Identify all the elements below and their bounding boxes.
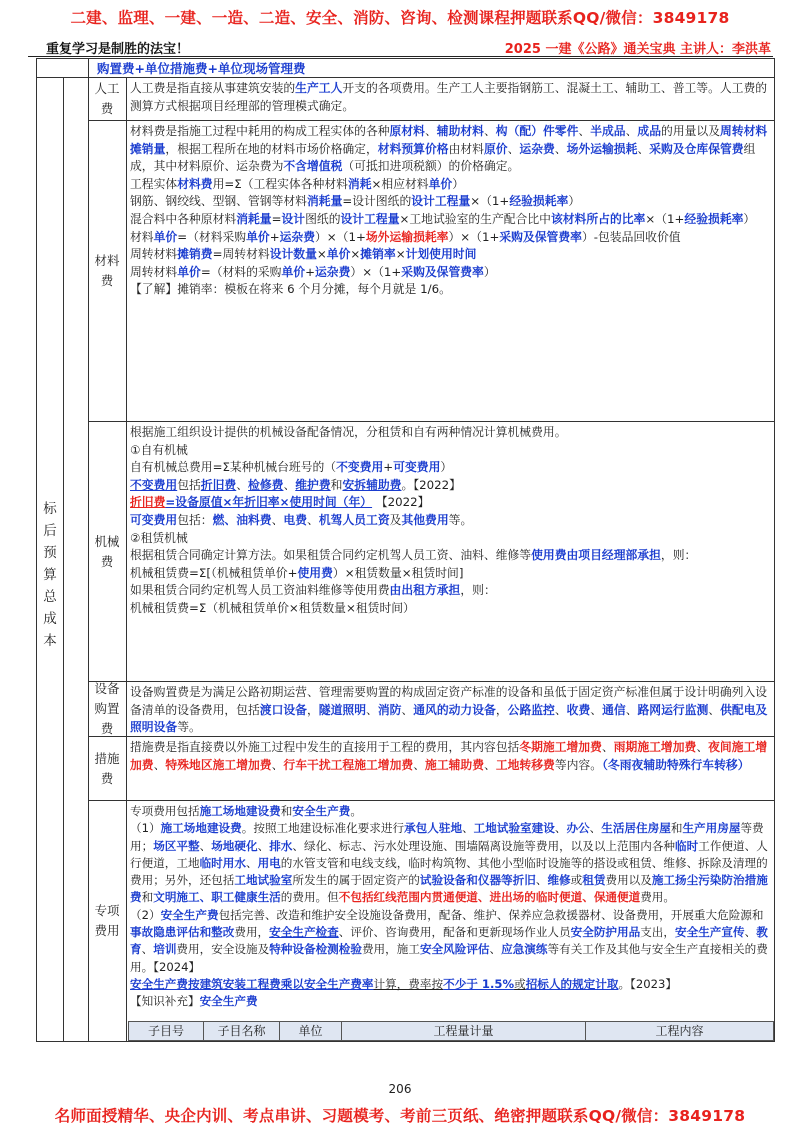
row-material [88, 121, 774, 422]
cost-table [36, 58, 775, 1042]
book-title: 2025 一建《公路》通关宝典 主讲人：李洪革 [504, 42, 771, 57]
sub-header-item-no: 子目号 [128, 1021, 204, 1041]
row-label: 专项费用 [88, 801, 127, 1041]
row-label: 机械费 [88, 422, 127, 681]
row-content: 设备购置费是为满足公路初期运营、管理需要购置的构成固定资产标准的设备和虽低于固定资产标准但属于设计明确列入设备清单的设备费用，包括渡口设备，隧道照明、消防、通风的动力设备，公路监控、收费、通信、路网运行监测、供配电及照明设备等。 [130, 685, 768, 735]
sub-header-quantity: 工程量计量 [342, 1021, 586, 1041]
group-label: 标后预算总成本 [43, 501, 57, 649]
group-label-cell [37, 78, 64, 1041]
page-number: 206 [388, 1082, 412, 1096]
row-measure [88, 737, 774, 801]
running-header [28, 36, 773, 57]
row-equipment [88, 682, 774, 737]
sub-header-item-name: 子目名称 [204, 1021, 280, 1041]
row-content: 根据施工组织设计提供的机械设备配备情况，分租赁和自有两种情况计算机械费用。 ①自有机械 自有机械总费用=Σ某种机械台班号的（不变费用+可变费用） 不变费用包括折旧费、检修费、维护费和安拆辅助费。【2022】 折旧费=设备原值×年折旧率×使用时间（年） 【2022】 可变费用包括：燃、油料费、电费、机驾人员工资及其他费用等。 ②租赁机械 根据租赁合同确定计算方法。如果租赁合同约定机驾人员工资、油料、维修等使用费由项目经理部承担，则： 机械租赁费=Σ[（机械租赁单价+使用费）×租赁数量×租赁时间] 如果租赁合同约定机驾人员工资油料维修等使用费由出租方承担，则： 机械租赁费=Σ（机械租赁单价×租赁数量×租赁时间） [130, 425, 697, 615]
row-label: 人工费 [88, 78, 127, 120]
row-content: 专项费用包括施工场地建设费和安全生产费。 （1）施工场地建设费。按照工地建设标准化要求进行承包人驻地、工地试验室建设、办公、生活居住房屋和生产用房屋等费用；场区平整、场地硬化、排水、绿化、标志、污水处理设施、围墙隔离设施等费用，以及以上范围内各种临时工作便道、人行便道，工地临时用水、用电的水管支管和电线支线，临时构筑物、其他小型临时设施等的搭设或租赁、维修、拆除及清理的费用；另外，还包括工地试验室所发生的属于固定资产的试验设备和仪器等折旧、维修或租赁费用以及施工扬尘污染防治措施费和文明施工、职工健康生活的费用。但不包括红线范围内贯通便道、进出场的临时便道、保通便道费用。 （2）安全生产费包括完善、改造和维护安全设施设备费用，配备、维护、保养应急救援器材、设备费用，开展重大危险源和事故隐患评估和整改费用，安全生产检查、评价、咨询费用，配备和更新现场作业人员安全防护用品支出，安全生产宣传、教育、培训费用，安全设施及特种设备检测检验费用，施工安全风险评估、应急演练等有关工作及其他与安全生产直接相关的费用。【2024】 安全生产费按建筑安装工程费乘以安全生产费率计算，费率按不少于 1.5%或招标人的规定计取。【2023】 【知识补充】安全生产费 [130, 804, 768, 1009]
sub-header-content: 工程内容 [586, 1021, 774, 1041]
row-content: 措施费是指直接费以外施工过程中发生的直接用于工程的费用，其内容包括冬期施工增加费、雨期施工增加费、夜间施工增加费、特殊地区施工增加费、行车干扰工程施工增加费、施工辅助费、工地转移费等内容。（冬雨夜辅助特殊行车转移） [130, 740, 768, 772]
row-machine [88, 422, 774, 682]
lead-formula: 购置费+单位措施费+单位现场管理费 [97, 61, 306, 76]
motto: 重复学习是制胜的法宝！ [46, 42, 190, 57]
sub-table-header [88, 1021, 774, 1041]
row-label: 措施费 [88, 737, 127, 800]
sub-header-unit: 单位 [280, 1021, 342, 1041]
row-label: 设备购置费 [88, 682, 127, 736]
row-special [88, 801, 774, 1041]
material-note: 【了解】摊销率：模板在将来 6 个月分摊，每个月就是 1/6。 [130, 282, 451, 297]
lead-formula-row [37, 59, 774, 78]
row-labor [88, 78, 774, 121]
row-label: 材料费 [88, 121, 127, 421]
row-content: 材料费是指施工过程中耗用的构成工程实体的各种原材料、辅助材料、构（配）件零件、半成品、成品的用量以及周转材料摊销量，根据工程所在地的材料市场价格确定，材料预算价格由材料原价、运杂费、场外运输损耗、采购及仓库保管费组成，其中材料原价、运杂费为不含增值税（可抵扣进项税额）的价格确定。 工程实体材料费用=Σ（工程实体各种材料消耗×相应材料单价） 钢筋、钢绞线、型钢、管钢等材料消耗量=设计图纸的设计工程量×（1+经验损耗率） 混合料中各种原材料消耗量=设计图纸的设计工程量×工地试验室的生产配合比中该材料所占的比率×（1+经验损耗率） 材料单价=（材料采购单价+运杂费）×（1+场外运输损耗率）×（1+采购及保管费率）-包装品回收价值 周转材料摊销费=周转材料设计数量×单价×摊销率×计划使用时间 周转材料单价=（材料的采购单价+运杂费）×（1+采购及保管费率） 【了解】摊销率：模板在将来 6 个月分摊，每个月就是 1/6。 [130, 123, 770, 299]
gutter-column [63, 78, 89, 1041]
top-promo-banner: 二建、监理、一建、一造、二造、安全、消防、咨询、检测课程押题联系QQ/微信：3849178 [70, 9, 730, 27]
row-content: 人工费是指直接从事建筑安装的生产工人开支的各项费用。生产工人主要指钢筋工、混凝土工、辅助工、普工等。人工费的测算方式根据项目经理部的管理模式确定。 [130, 81, 768, 113]
bottom-promo-banner: 名师面授精华、央企内训、考点串讲、习题模考、考前三页纸、绝密押题联系QQ/微信：3849178 [54, 1107, 746, 1125]
